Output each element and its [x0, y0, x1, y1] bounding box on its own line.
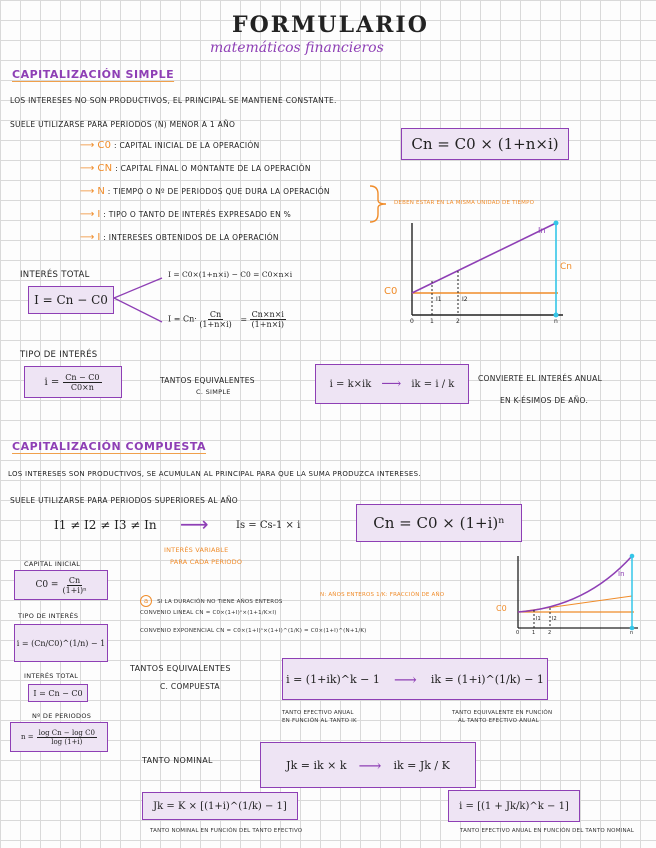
cequiv-note-right-2: AL TANTO EFECTIVO ANUAL	[458, 718, 539, 724]
def-text: : CAPITAL FINAL O MONTANTE DE LA OPERACIÓN	[115, 164, 311, 173]
graph-n-dot	[554, 313, 559, 318]
np-left: n =	[21, 733, 34, 741]
compound-ti-formula-text: I = Cn − C0	[33, 688, 83, 698]
cequiv-note-right-1: TANTO EQUIVALENTE EN FUNCIÓN	[452, 710, 553, 716]
arrow-right-icon: ⟶	[80, 140, 95, 151]
ti-fraction-3	[250, 310, 286, 329]
simple-interest-graph	[378, 215, 588, 335]
nominal-formula	[260, 742, 476, 788]
cgraph-tick-1: 1	[532, 630, 536, 636]
ti-formula-2-left: I = Cn·	[168, 314, 197, 324]
initial-den: (1+i)ⁿ	[62, 585, 87, 595]
simple-equiv-sub: C. SIMPLE	[196, 388, 231, 396]
ti-formula-1: I = C0×(1+n×i) − C0 = C0×n×i	[168, 270, 293, 279]
def-cn	[80, 163, 311, 174]
def-c0	[80, 140, 260, 151]
fraction-note	[140, 588, 283, 607]
ti-frac-num: Cn	[209, 310, 222, 319]
def-text: : TIPO O TANTO DE INTERÉS EXPRESADO EN %	[103, 210, 292, 219]
initial-label: CAPITAL INICIAL	[24, 560, 81, 568]
np-label: Nº DE PERIODOS	[32, 712, 92, 720]
cequiv-note-left-2: EN FUNCIÓN AL TANTO IK	[282, 718, 357, 724]
equiv-note-2: EN K-ÉSIMOS DE AÑO.	[500, 396, 589, 405]
i-note: TANTO EFECTIVO ANUAL EN FUNCIÓN DEL TANTO NOMINAL	[460, 828, 635, 834]
graph-tick-0: 0	[410, 318, 414, 325]
initial-formula	[14, 570, 108, 600]
cgraph-tick-n: n	[630, 630, 634, 636]
page-title: FORMULARIO	[232, 12, 429, 38]
np-num: log Cn − log C0	[38, 728, 95, 737]
def-text: : CAPITAL INICIAL DE LA OPERACIÓN	[113, 141, 260, 150]
section-heading-compound: CAPITALIZACIÓN COMPUESTA	[12, 440, 207, 453]
def-text: : INTERESES OBTENIDOS DE LA OPERACIÓN	[103, 233, 279, 242]
fraction-note-text: SI LA DURACIÓN NO TIENE AÑOS ENTEROS	[157, 599, 283, 605]
cequiv-note-left-1: TANTO EFECTIVO ANUAL	[282, 710, 354, 716]
graph-top-dot	[630, 554, 635, 559]
simple-periods: SUELE UTILIZARSE PARA PERIODOS (N) MENOR A 1 AÑO	[10, 120, 236, 129]
rate-den: C0×n	[70, 382, 94, 392]
arrow-right-icon: ⟶	[180, 512, 209, 536]
seq-result: Is = Cs-1 × i	[236, 520, 301, 531]
graph-label-cn: Cn	[560, 262, 572, 272]
graph-label-c0: C0	[384, 286, 398, 297]
np-den: log (1+i)	[51, 737, 83, 746]
simple-equiv-label: TANTOS EQUIVALENTES	[160, 376, 255, 385]
jk-formula-text: Jk = K × [(1+i)^(1/k) − 1]	[153, 800, 287, 812]
ti-frac3-den: (1+n×i)	[251, 320, 284, 329]
compound-rate-formula	[14, 624, 108, 662]
fraction-note-right: N: AÑOS ENTEROS 1/K: FRACCIÓN DE AÑO	[320, 592, 445, 598]
cgraph-label-in: In	[618, 570, 625, 578]
graph-tick-2: 2	[456, 318, 460, 325]
cequiv-right: ik = (1+i)^(1/k) − 1	[430, 672, 544, 686]
def-symbol: C0	[97, 140, 112, 151]
linear-convention: CONVENIO LINEAL CN = C0×(1+I)ⁿ×(1+1/K×I)	[140, 610, 277, 616]
cgraph-tick-0: 0	[516, 630, 520, 636]
graph-label-i1: I1	[436, 296, 442, 303]
graph-cn-dot	[554, 221, 559, 226]
def-symbol: CN	[97, 163, 113, 174]
compound-ti-formula	[28, 684, 88, 702]
equiv-note-1: CONVIERTE EL INTERÉS ANUAL	[478, 374, 603, 383]
arrow-right-icon: ⟶	[381, 376, 402, 392]
total-interest-label: INTERÉS TOTAL	[20, 270, 90, 280]
rate-left: i =	[44, 376, 60, 388]
simple-main-formula-text: Cn = C0 × (1+n×i)	[411, 135, 559, 153]
initial-fraction	[62, 576, 86, 595]
simple-intro: LOS INTERESES NO SON PRODUCTIVOS, EL PRINCIPAL SE MANTIENE CONSTANTE.	[10, 96, 337, 105]
equiv-left: i = k×ik	[329, 378, 372, 390]
unit-note: DEBEN ESTAR EN LA MISMA UNIDAD DE TIEMPO	[394, 200, 535, 206]
compound-rate-label: TIPO DE INTERÉS	[18, 612, 79, 620]
graph-label-in: In	[538, 226, 546, 235]
page-subtitle: matemáticos financieros	[210, 40, 384, 56]
compound-ti-label: INTERÉS TOTAL	[24, 672, 79, 680]
def-n	[80, 186, 330, 197]
jk-note: TANTO NOMINAL EN FUNCIÓN DEL TANTO EFECTIVO	[150, 828, 303, 834]
rate-num: Cn − C0	[65, 372, 100, 382]
def-symbol: I	[97, 209, 101, 220]
compound-rate-formula-text: i = (Cn/C0)^(1/n) − 1	[16, 638, 106, 648]
def-symbol: I	[97, 232, 101, 243]
def-text: : TIEMPO O Nº DE PERIODOS QUE DURA LA OPERACIÓN	[107, 187, 330, 196]
np-fraction	[37, 729, 97, 746]
compound-main-formula-text: Cn = C0 × (1+i)ⁿ	[373, 514, 505, 532]
variable-note-2: PARA CADA PERIODO	[170, 558, 243, 566]
total-interest-formula-text: I = Cn − C0	[34, 293, 108, 307]
cgraph-tick-2: 2	[548, 630, 552, 636]
arrow-right-icon: ⟶	[393, 669, 417, 689]
variable-note-1: INTERÉS VARIABLE	[164, 546, 229, 554]
simple-main-formula	[401, 128, 569, 160]
compound-periods: SUELE UTILIZARSE PARA PERIODOS SUPERIORES AL AÑO	[10, 496, 239, 505]
def-i	[80, 209, 291, 220]
nominal-left: Jk = ik × k	[286, 758, 347, 772]
i-formula	[448, 790, 580, 822]
compound-main-formula	[356, 504, 522, 542]
cgraph-label-c0: C0	[496, 604, 507, 613]
np-formula	[10, 722, 108, 752]
branch-arrows	[112, 270, 168, 330]
cequiv-left: i = (1+ik)^k − 1	[286, 672, 380, 686]
cgraph-label-i2: I2	[552, 616, 557, 622]
compound-equiv-label: TANTOS EQUIVALENTES	[130, 664, 231, 673]
ti-fraction	[199, 310, 231, 329]
graph-tick-n: n	[554, 318, 558, 325]
def-I	[80, 232, 279, 243]
ti-frac-den: (1+n×i)	[199, 320, 232, 329]
arrow-right-icon: ⟶	[80, 186, 95, 197]
def-symbol: N	[97, 186, 106, 197]
simple-rate-label: TIPO DE INTERÉS	[20, 350, 98, 360]
simple-rate-formula	[24, 366, 122, 398]
nominal-right: ik = Jk / K	[393, 758, 450, 772]
initial-num: Cn	[68, 575, 81, 585]
compound-interest-graph	[496, 552, 644, 642]
graph-label-i2: I2	[462, 296, 468, 303]
cgraph-label-i1: I1	[536, 616, 541, 622]
arrow-right-icon: ⟶	[358, 755, 382, 775]
ti-frac3-num: Cn×n×i	[251, 310, 284, 319]
ti-formula-2: I = Cn· $\frac{Cn}{(1+n\times i)}$ = $\frac{Cn\times n\times i}{(1+n\times i)}$	[168, 310, 284, 329]
rate-fraction	[63, 373, 101, 392]
arrow-right-icon: ⟶	[80, 163, 95, 174]
section-heading-simple: CAPITALIZACIÓN SIMPLE	[12, 68, 175, 81]
simple-equiv-formula	[315, 364, 469, 404]
equiv-right: ik = i / k	[411, 378, 455, 390]
graph-growth-line	[412, 223, 556, 293]
exponential-convention: CONVENIO EXPONENCIAL CN = C0×(1+I)ⁿ×(1+I)^(1/K) = C0×(1+I)^(N+1/K)	[140, 628, 367, 634]
i-formula-text: i = [(1 + Jk/k)^k − 1]	[459, 800, 569, 812]
compound-equiv-sub: C. COMPUESTA	[160, 682, 220, 691]
graph-tick-1: 1	[430, 318, 434, 325]
compound-intro: LOS INTERESES SON PRODUCTIVOS, SE ACUMULAN AL PRINCIPAL PARA QUE LA SUMA PRODUZCA INTERESES.	[8, 470, 421, 478]
total-interest-formula	[28, 286, 114, 314]
jk-formula	[142, 792, 298, 820]
arrow-right-icon: ⟶	[80, 209, 95, 220]
circled-a-icon: a	[140, 595, 152, 607]
initial-left: C0 =	[35, 580, 59, 590]
nominal-label: TANTO NOMINAL	[142, 756, 213, 765]
seq-formula: I1 ≠ I2 ≠ I3 ≠ In	[54, 518, 157, 532]
compound-equiv-formula	[282, 658, 548, 700]
arrow-right-icon: ⟶	[80, 232, 95, 243]
